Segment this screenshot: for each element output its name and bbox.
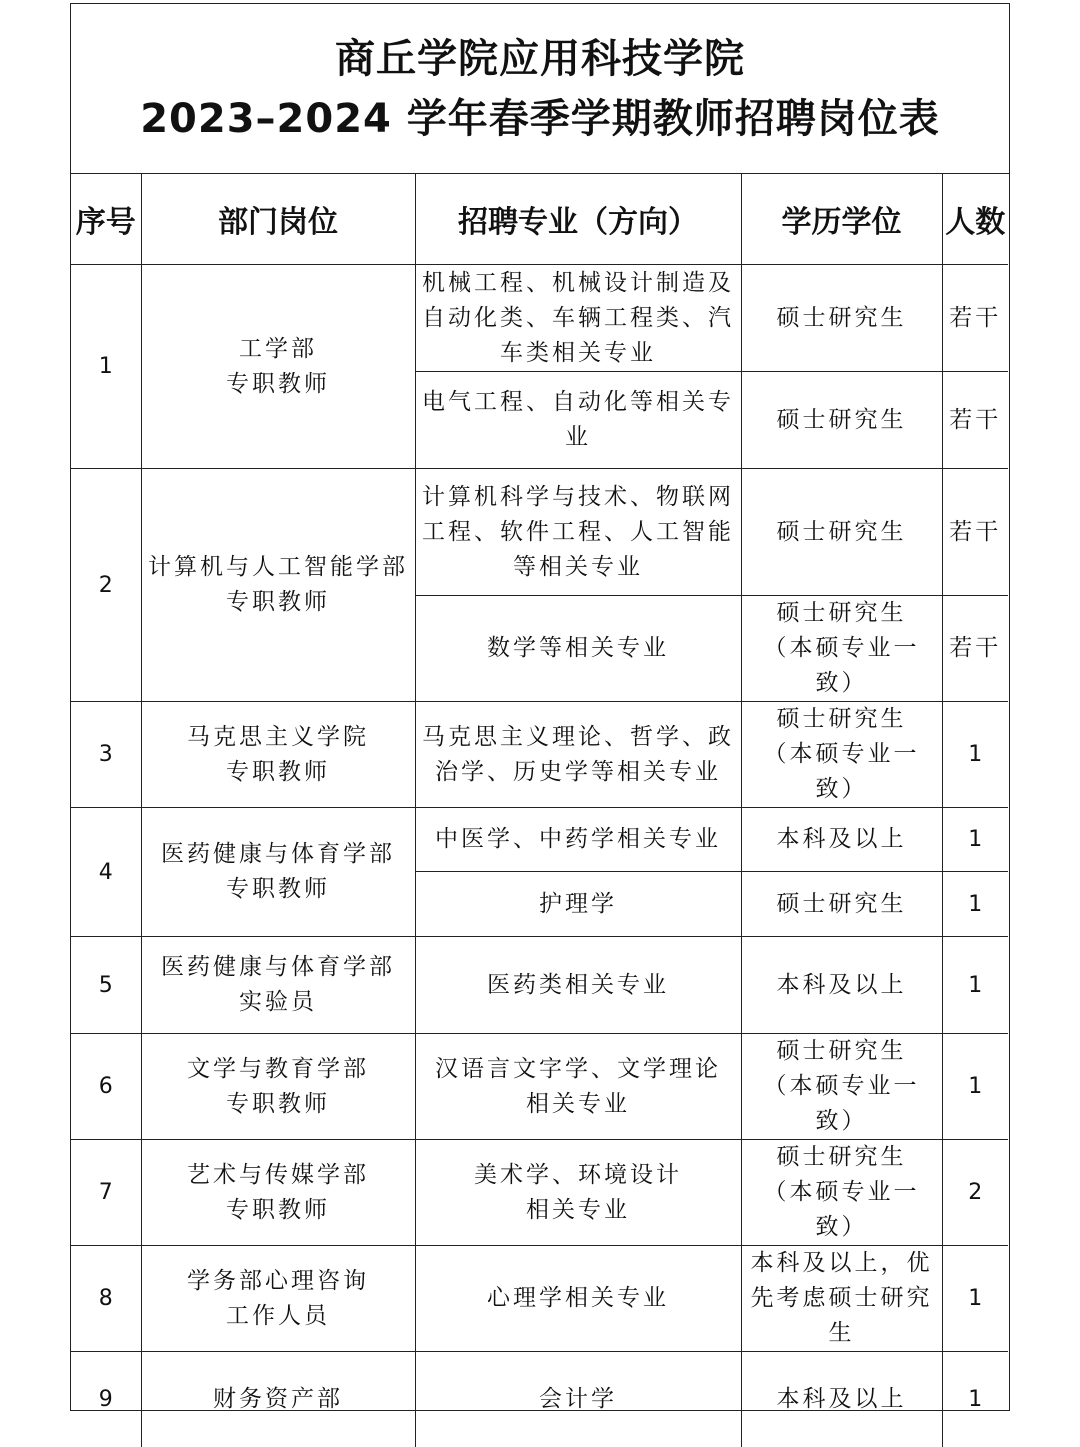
cell-edu (741, 937, 942, 1034)
edu-line: （本硕专业一致） (763, 635, 920, 696)
cell-edu (741, 702, 942, 808)
major-line: 相关专业 (526, 1090, 630, 1117)
edu-line: 本科及以上，优 (750, 1250, 933, 1276)
cell-edu (741, 872, 942, 937)
table-row (71, 702, 1008, 808)
header-dept: 部门岗位 (141, 174, 415, 265)
cell-major (415, 1034, 741, 1140)
table-row (71, 265, 1008, 372)
dept-line: 专职教师 (226, 1090, 330, 1117)
cell-major (415, 808, 741, 872)
table-row (71, 1352, 1008, 1447)
major-line: 业 (565, 424, 591, 450)
major-line: 汉语言文字学、文学理论 (435, 1055, 721, 1082)
cell-count: 2 (942, 1140, 1008, 1246)
edu-line: （本硕专业一致） (763, 741, 920, 802)
cell-edu (741, 1034, 942, 1140)
edu-line: 硕士研究生 (776, 890, 907, 917)
cell-count: 1 (942, 872, 1008, 937)
header-no: 序号 (71, 174, 141, 265)
table-row (71, 808, 1008, 872)
cell-major (415, 372, 741, 469)
cell-no: 1 (71, 265, 141, 469)
table-row (71, 1246, 1008, 1352)
dept-line: 艺术与传媒学部 (187, 1161, 369, 1188)
cell-count: 1 (942, 808, 1008, 872)
major-line: 相关专业 (526, 1196, 630, 1223)
header-edu: 学历学位 (741, 174, 942, 265)
cell-dept (141, 1034, 415, 1140)
cell-major (415, 1352, 741, 1447)
cell-count: 1 (942, 702, 1008, 808)
table-row (71, 1140, 1008, 1246)
major-line: 机械工程、机械设计制造及 (422, 269, 734, 296)
cell-edu (741, 1140, 942, 1246)
major-line: 中医学、中药学相关专业 (435, 826, 721, 852)
dept-line: 专职教师 (226, 370, 330, 397)
major-line: 自动化类、车辆工程类、汽 (422, 304, 734, 331)
title-school: 商丘学院应用科技学院 (335, 35, 745, 82)
edu-line: 硕士研究生 (776, 518, 907, 545)
cell-edu (741, 265, 942, 372)
major-line: 马克思主义理论、哲学、政 (422, 723, 734, 750)
cell-edu (741, 372, 942, 469)
cell-no: 7 (71, 1140, 141, 1246)
edu-line: 硕士研究生 (776, 600, 907, 626)
header-major: 招聘专业（方向） (415, 174, 741, 265)
dept-line: 马克思主义学院 (187, 723, 369, 750)
title-table-name: 2023–2024 学年春季学期教师招聘岗位表 (140, 95, 940, 142)
cell-count: 若干 (942, 469, 1008, 596)
recruitment-table (71, 174, 1008, 1447)
major-line: 治学、历史学等相关专业 (435, 758, 721, 785)
dept-line: 文学与教育学部 (187, 1055, 369, 1082)
cell-no: 4 (71, 808, 141, 937)
dept-line: 专职教师 (226, 758, 330, 785)
dept-line: 工学部 (239, 335, 317, 362)
dept-line: 医药健康与体育学部 (161, 954, 395, 980)
dept-line: 专职教师 (226, 589, 330, 615)
cell-edu (741, 596, 942, 702)
cell-dept (141, 265, 415, 469)
major-line: 医药类相关专业 (487, 971, 669, 998)
edu-line: 本科及以上 (776, 971, 907, 998)
cell-edu (741, 1352, 942, 1447)
cell-count: 若干 (942, 265, 1008, 372)
cell-major (415, 1246, 741, 1352)
dept-line: 工作人员 (226, 1302, 330, 1329)
cell-major (415, 872, 741, 937)
header-row (71, 174, 1008, 265)
table-body (71, 265, 1008, 1447)
cell-dept (141, 1246, 415, 1352)
cell-edu (741, 808, 942, 872)
cell-count: 1 (942, 937, 1008, 1034)
edu-line: 生 (828, 1320, 855, 1346)
major-line: 心理学相关专业 (487, 1285, 669, 1311)
edu-line: 先考虑硕士研究 (750, 1285, 933, 1311)
cell-count: 若干 (942, 372, 1008, 469)
major-line: 护理学 (539, 890, 617, 917)
cell-no: 9 (71, 1352, 141, 1447)
title-block (71, 4, 1009, 174)
table-row (71, 469, 1008, 596)
cell-major (415, 1140, 741, 1246)
dept-line: 医药健康与体育学部 (161, 841, 395, 867)
table-row (71, 1034, 1008, 1140)
recruitment-sheet (70, 3, 1010, 1411)
edu-line: 硕士研究生 (776, 406, 907, 433)
cell-major (415, 702, 741, 808)
cell-no: 6 (71, 1034, 141, 1140)
major-line: 计算机科学与技术、物联网 (422, 483, 734, 510)
cell-dept (141, 702, 415, 808)
dept-line: 实验员 (239, 989, 317, 1015)
dept-line: 专职教师 (226, 876, 330, 902)
major-line: 电气工程、自动化等相关专 (422, 389, 734, 415)
cell-count: 若干 (942, 596, 1008, 702)
cell-dept (141, 1140, 415, 1246)
edu-line: 硕士研究生 (776, 304, 907, 331)
major-line: 工程、软件工程、人工智能 (422, 518, 734, 545)
cell-no: 3 (71, 702, 141, 808)
major-line: 会计学 (539, 1385, 617, 1412)
major-line: 美术学、环境设计 (474, 1161, 682, 1188)
cell-major (415, 937, 741, 1034)
dept-line: 财务资产部 (213, 1385, 343, 1412)
major-line: 车类相关专业 (500, 339, 656, 366)
edu-line: （本硕专业一致） (763, 1179, 920, 1240)
dept-line: 专职教师 (226, 1196, 330, 1223)
cell-major (415, 265, 741, 372)
cell-major (415, 469, 741, 596)
cell-no: 5 (71, 937, 141, 1034)
cell-no: 2 (71, 469, 141, 702)
edu-line: 硕士研究生 (776, 1144, 907, 1170)
table-row (71, 937, 1008, 1034)
cell-dept (141, 469, 415, 702)
dept-line: 计算机与人工智能学部 (148, 554, 408, 580)
major-line: 等相关专业 (513, 553, 643, 580)
cell-count: 1 (942, 1034, 1008, 1140)
cell-edu (741, 469, 942, 596)
edu-line: 本科及以上 (776, 1385, 907, 1412)
header-count: 人数 (942, 174, 1008, 265)
edu-line: （本硕专业一致） (763, 1073, 920, 1134)
cell-edu (741, 1246, 942, 1352)
cell-no: 8 (71, 1246, 141, 1352)
edu-line: 硕士研究生 (776, 706, 907, 732)
cell-dept (141, 1352, 415, 1447)
cell-major (415, 596, 741, 702)
major-line: 数学等相关专业 (487, 635, 669, 661)
dept-line: 学务部心理咨询 (187, 1267, 369, 1294)
cell-count: 1 (942, 1352, 1008, 1447)
cell-dept (141, 808, 415, 937)
cell-count: 1 (942, 1246, 1008, 1352)
cell-dept (141, 937, 415, 1034)
edu-line: 本科及以上 (776, 826, 907, 852)
edu-line: 硕士研究生 (776, 1038, 907, 1064)
